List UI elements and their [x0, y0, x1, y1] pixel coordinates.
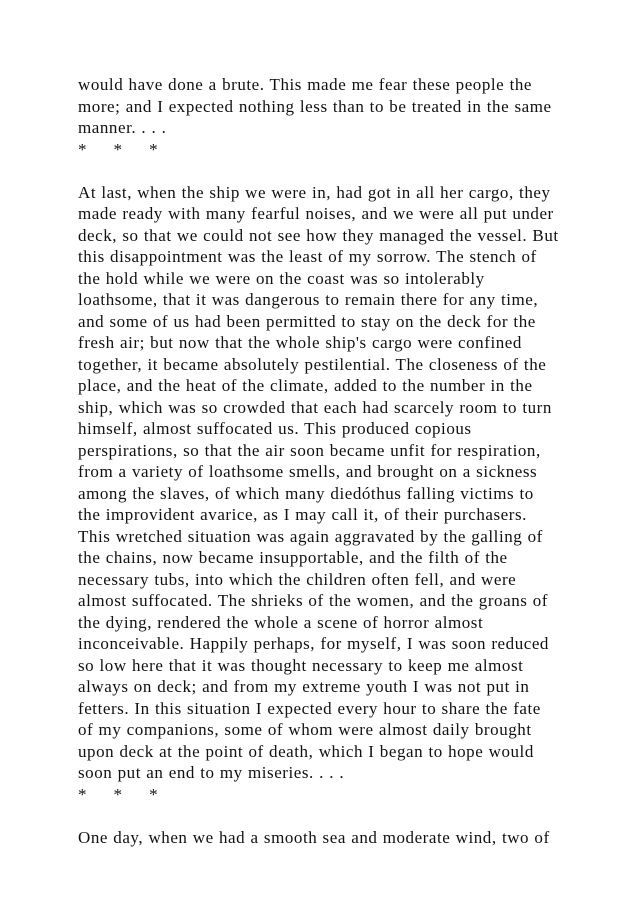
blank-line	[78, 805, 598, 827]
text-line: from a variety of loathsome smells, and brought on a sickness	[78, 462, 538, 481]
text-line: among the slaves, of which many diedóthus falling victims to	[78, 483, 534, 503]
text-line: perspirations, so that the air soon became unfit for respiration,	[78, 440, 541, 460]
paragraph-section-3	[78, 827, 598, 849]
text-line: fetters. In this situation I expected every hour to share the fate	[78, 698, 541, 718]
text-line: One day, when we had a smooth sea and moderate wind, two of	[78, 827, 550, 847]
text-line: ship, which was so crowded that each had scarcely room to turn	[78, 397, 552, 417]
section-separator: * * *	[78, 139, 159, 159]
text-line: so low here that it was thought necessary to keep me almost	[78, 655, 524, 675]
text-line: himself, almost suffocated us. This produced copious	[78, 419, 472, 438]
text-line: deck, so that we could not see how they managed the vessel. But	[78, 225, 559, 245]
paragraph-section-2	[78, 182, 598, 806]
text-line: soon put an end to my miseries. . . .	[78, 763, 345, 782]
text-line: almost suffocated. The shrieks of the women, and the groans of	[78, 591, 548, 610]
text-line: and some of us had been permitted to stay on the deck for the	[78, 311, 536, 331]
text-line: the improvident avarice, as I may call it, of their purchasers.	[78, 505, 527, 524]
text-line: the chains, now became insupportable, and the filth of the	[78, 548, 508, 567]
text-line: manner. . . .	[78, 118, 167, 137]
text-line: the hold while we were on the coast was so intolerably	[78, 268, 485, 288]
text-line: upon deck at the point of death, which I began to hope would	[78, 741, 534, 761]
text-line: This wretched situation was again aggravated by the galling of	[78, 526, 543, 546]
text-line: loathsome, that it was dangerous to remain there for any time,	[78, 290, 539, 309]
paragraph-section-1	[78, 74, 598, 160]
text-line: of my companions, some of whom were almost daily brought	[78, 720, 532, 739]
text-line: this disappointment was the least of my sorrow. The stench of	[78, 247, 537, 266]
text-line: more; and I expected nothing less than to be treated in the same	[78, 96, 552, 116]
text-line: place, and the heat of the climate, added to the number in the	[78, 376, 533, 395]
text-line: made ready with many fearful noises, and we were all put under	[78, 204, 554, 223]
text-line: necessary tubs, into which the children often fell, and were	[78, 569, 517, 589]
text-line: At last, when the ship we were in, had got in all her cargo, they	[78, 182, 551, 202]
text-line: always on deck; and from my extreme youth I was not put in	[78, 677, 530, 696]
section-separator: * * *	[78, 784, 159, 804]
blank-line	[78, 160, 598, 182]
text-line: the dying, rendered the whole a scene of horror almost	[78, 612, 484, 632]
text-line: would have done a brute. This made me fear these people the	[78, 75, 532, 94]
text-line: inconceivable. Happily perhaps, for myself, I was soon reduced	[78, 634, 549, 653]
document-body	[78, 74, 598, 848]
text-line: together, it became absolutely pestilential. The closeness of the	[78, 354, 547, 374]
text-line: fresh air; but now that the whole ship's cargo were confined	[78, 333, 522, 352]
